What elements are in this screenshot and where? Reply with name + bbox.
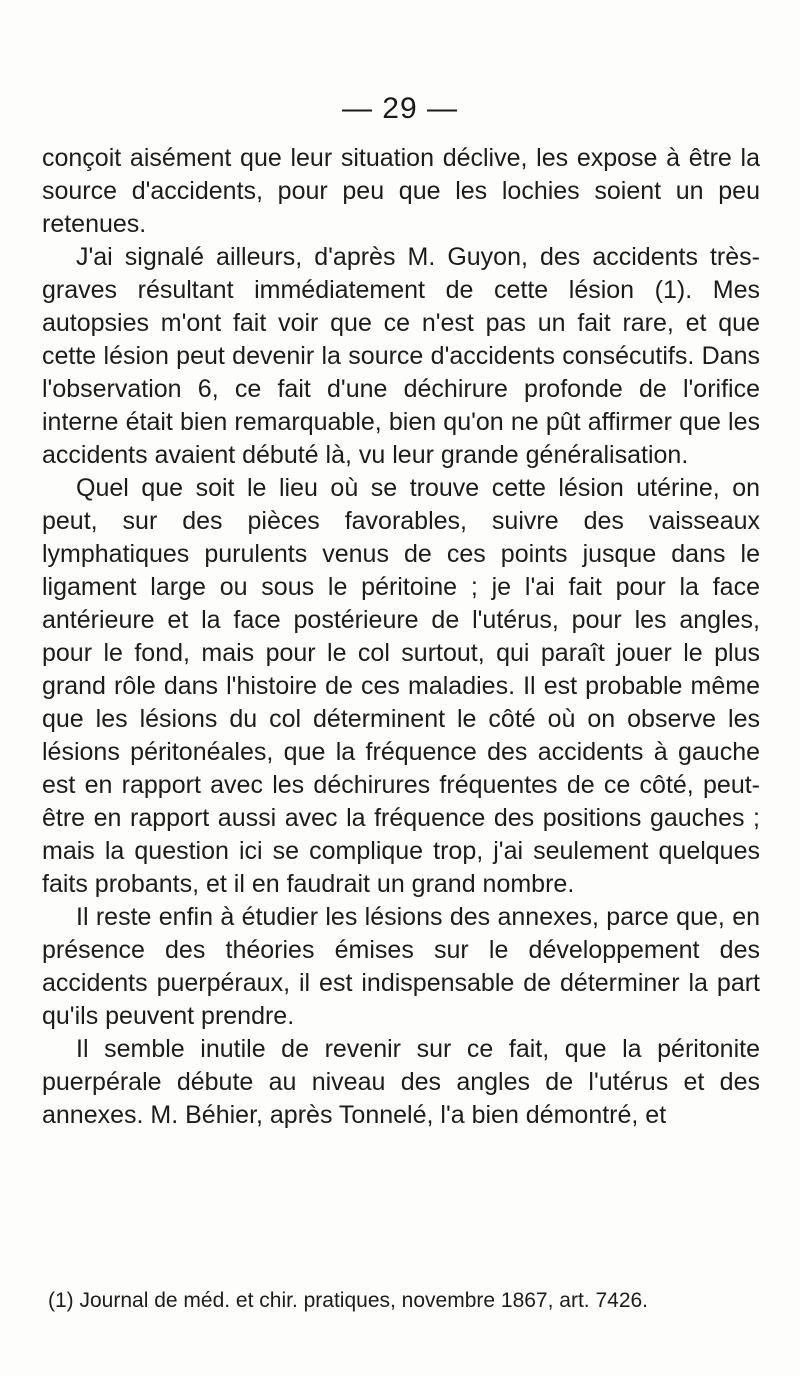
footnote: (1) Journal de méd. et chir. pratiques, novembre 1867, art. 7426. — [48, 1289, 649, 1312]
paragraph-peritonitis: Il semble inutile de revenir sur ce fait, que la péritonite puerpérale débute au niveau des angles de l'utérus et des annexes. M. Béhier, après Tonnelé, l'a bien démontré, et — [42, 1035, 760, 1129]
page-number: — 29 — — [341, 92, 459, 125]
paragraph-continuation: conçoit aisément que leur situation déclive, les expose à être la source d'accidents, pour peu que les lochies soient un peu retenues. — [42, 144, 760, 238]
paragraph-lesion-accidents: J'ai signalé ailleurs, d'après M. Guyon, des accidents très-graves résultant immédiatement de cette lésion (1). Mes autopsies m'ont fait voir que ce n'est pas un fait rare, et que cette lésion peut devenir la source d'accidents consécutifs. Dans l'observation 6, ce fait d'une déchirure profonde de l'orifice interne était bien remarquable, bien qu'on ne pût affirmer que les accidents avaient débuté là, vu leur grande généralisation. — [42, 243, 760, 469]
paragraph-lymphatic-vessels: Quel que soit le lieu où se trouve cette lésion utérine, on peut, sur des pièces favorables, suivre des vaisseaux lymphatiques purulents venus de ces points jusque dans le ligament large ou sous le péritoine ; je l'ai fait pour la face antérieure et la face postérieure de l'utérus, pour les angles, pour le fond, mais pour le col surtout, qui paraît jouer le plus grand rôle dans l'histoire de ces maladies. Il est probable même que les lésions du col déterminent le côté où on observe les lésions péritonéales, que la fréquence des accidents à gauche est en rapport avec les déchirures fréquentes de ce côté, peut-être en rapport aussi avec la fréquence des positions gauches ; mais la question ici se complique trop, j'ai seulement quelques faits probants, et il en faudrait un grand nombre. — [42, 474, 760, 898]
paragraph-annexes-lesions: Il reste enfin à étudier les lésions des annexes, parce que, en présence des théories émises sur le développement des accidents puerpéraux, il est indispensable de déterminer la part qu'ils peuvent prendre. — [42, 903, 760, 1030]
body-text — [42, 142, 760, 1132]
